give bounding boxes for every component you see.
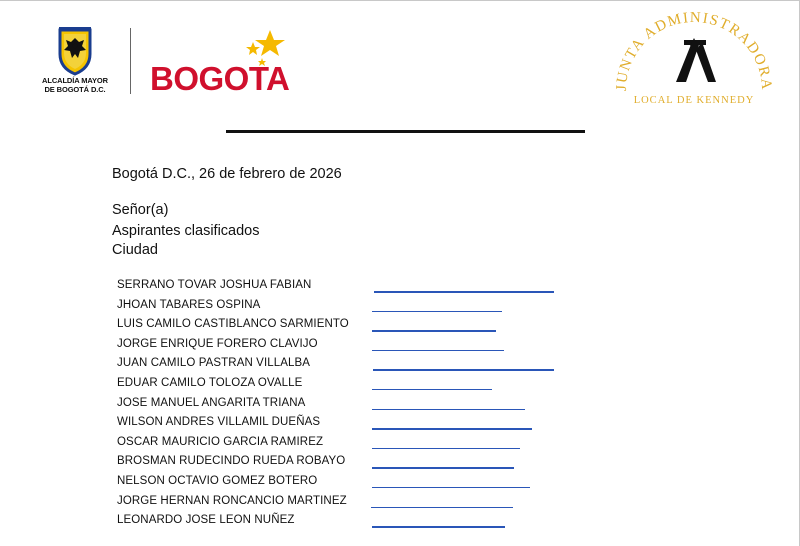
signature-line (372, 311, 502, 313)
signatory-row (117, 277, 577, 297)
alcaldia-caption-line2: DE BOGOTÁ D.C. (44, 85, 106, 94)
signatory-name: SERRANO TOVAR JOSHUA FABIAN (117, 279, 312, 291)
header-rule (226, 130, 585, 133)
bogota-wordmark: BOGOTA (150, 60, 290, 97)
logo-divider (130, 28, 131, 94)
signatory-name: JORGE ENRIQUE FORERO CLAVIJO (117, 337, 318, 350)
signature-line (372, 389, 492, 391)
bogota-logo (150, 28, 300, 103)
alcaldia-logo (34, 26, 116, 94)
jal-monogram-icon (676, 38, 716, 82)
letter-recipient: Aspirantes clasificados (112, 223, 260, 239)
signatory-row (117, 336, 577, 356)
letter-salutation: Señor(a) (112, 202, 169, 218)
signatory-name: JOSE MANUEL ANGARITA TRIANA (117, 396, 306, 409)
bogota-coat-of-arms-icon (55, 26, 95, 76)
signatory-name: JHOAN TABARES OSPINA (117, 298, 261, 311)
seal-top-text: JUNTA ADMINISTRADORA (614, 9, 774, 92)
signature-line (372, 330, 496, 332)
signatory-name: EDUAR CAMILO TOLOZA OVALLE (117, 376, 303, 389)
signatory-row (117, 355, 577, 375)
signatory-name: NELSON OCTAVIO GOMEZ BOTERO (117, 474, 318, 487)
signatory-name: JORGE HERNAN RONCANCIO MARTINEZ (117, 494, 347, 507)
signatory-row (117, 473, 577, 493)
signature-line (372, 409, 525, 411)
signature-line (373, 369, 554, 371)
signatory-name: OSCAR MAURICIO GARCIA RAMIREZ (117, 435, 324, 448)
signatory-name: BROSMAN RUDECINDO RUEDA ROBAYO (117, 455, 346, 468)
junta-seal (614, 8, 774, 118)
signature-line (372, 467, 514, 469)
signature-line (372, 448, 520, 450)
letter-city: Ciudad (112, 242, 158, 258)
signatory-row (117, 493, 577, 513)
signatory-name: WILSON ANDRES VILLAMIL DUEÑAS (117, 416, 321, 429)
signature-line (372, 428, 532, 430)
letter-date: Bogotá D.C., 26 de febrero de 2026 (112, 166, 342, 182)
signatory-row (117, 453, 577, 473)
signature-line (371, 507, 513, 509)
signatory-row (117, 316, 577, 336)
signatory-row (117, 414, 577, 434)
signatory-row (117, 395, 577, 415)
signatory-row (117, 434, 577, 454)
alcaldia-caption-line1: ALCALDÍA MAYOR (42, 76, 108, 85)
signatories-list (117, 277, 577, 532)
signature-line (372, 350, 504, 352)
signature-line (372, 487, 530, 489)
signature-line (374, 291, 554, 293)
signatory-name: LUIS CAMILO CASTIBLANCO SARMIENTO (117, 318, 349, 331)
signatory-name: LEONARDO JOSE LEON NUÑEZ (117, 514, 295, 527)
signatory-name: JUAN CAMILO PASTRAN VILLALBA (117, 357, 311, 370)
signatory-row (117, 375, 577, 395)
signature-line (372, 526, 505, 528)
signatory-row (117, 297, 577, 317)
signatory-row (117, 512, 577, 532)
seal-bottom-text: LOCAL DE KENNEDY (633, 95, 755, 106)
